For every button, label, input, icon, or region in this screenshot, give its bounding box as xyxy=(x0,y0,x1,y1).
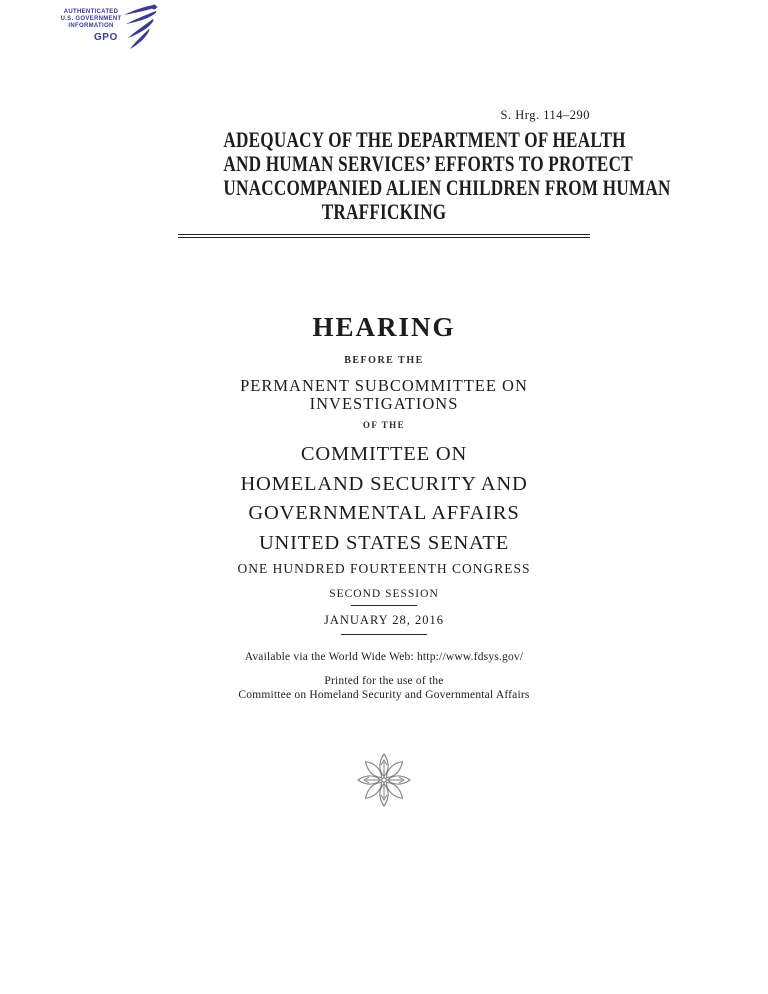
gpo-logo-line: INFORMATION xyxy=(68,23,114,29)
imprint-note xyxy=(178,675,590,702)
before-the-label: BEFORE THE xyxy=(344,355,424,366)
title-line: AND HUMAN SERVICES’ EFFORTS TO PROTECT xyxy=(223,151,633,176)
title-line: UNACCOMPANIED ALIEN CHILDREN FROM HUMAN xyxy=(223,175,671,200)
imprint-line: Printed for the use of the xyxy=(324,675,444,687)
cover-content-column xyxy=(178,0,671,813)
gpo-acronym: GPO xyxy=(94,32,118,43)
gpo-authentication-logo xyxy=(54,3,158,53)
rosette-ornament-icon xyxy=(178,752,590,813)
hearing-heading: HEARING xyxy=(312,312,456,342)
eagle-swoosh-icon xyxy=(110,3,158,58)
title-line: ADEQUACY OF THE DEPARTMENT OF HEALTH xyxy=(223,127,626,152)
of-the-label: OF THE xyxy=(362,420,406,430)
gpo-logo-line: U.S. GOVERNMENT xyxy=(60,16,122,22)
committee-line: HOMELAND SECURITY AND xyxy=(240,472,528,495)
availability-note: Available via the World Wide Web: http://www.fdsys.gov/ xyxy=(244,651,524,663)
congress-label: ONE HUNDRED FOURTEENTH CONGRESS xyxy=(237,561,531,576)
gpo-logo-line: AUTHENTICATED xyxy=(63,9,119,15)
committee-line: GOVERNMENTAL AFFAIRS xyxy=(248,502,520,524)
short-rule xyxy=(351,605,417,606)
session-label: SECOND SESSION xyxy=(329,588,439,600)
committee-line: COMMITTEE ON xyxy=(300,443,468,465)
subcommittee-name: PERMANENT SUBCOMMITTEE ON INVESTIGATIONS xyxy=(240,376,528,413)
title-line: TRAFFICKING xyxy=(321,199,447,224)
committee-line: UNITED STATES SENATE xyxy=(258,531,510,554)
hearing-date: JANUARY 28, 2016 xyxy=(323,613,445,627)
document-title xyxy=(223,127,671,224)
short-rule xyxy=(341,634,427,635)
report-number: S. Hrg. 114–290 xyxy=(500,108,590,122)
double-rule-divider xyxy=(178,234,590,238)
imprint-line: Committee on Homeland Security and Governmental Affairs xyxy=(238,688,530,701)
committee-name xyxy=(178,440,590,558)
